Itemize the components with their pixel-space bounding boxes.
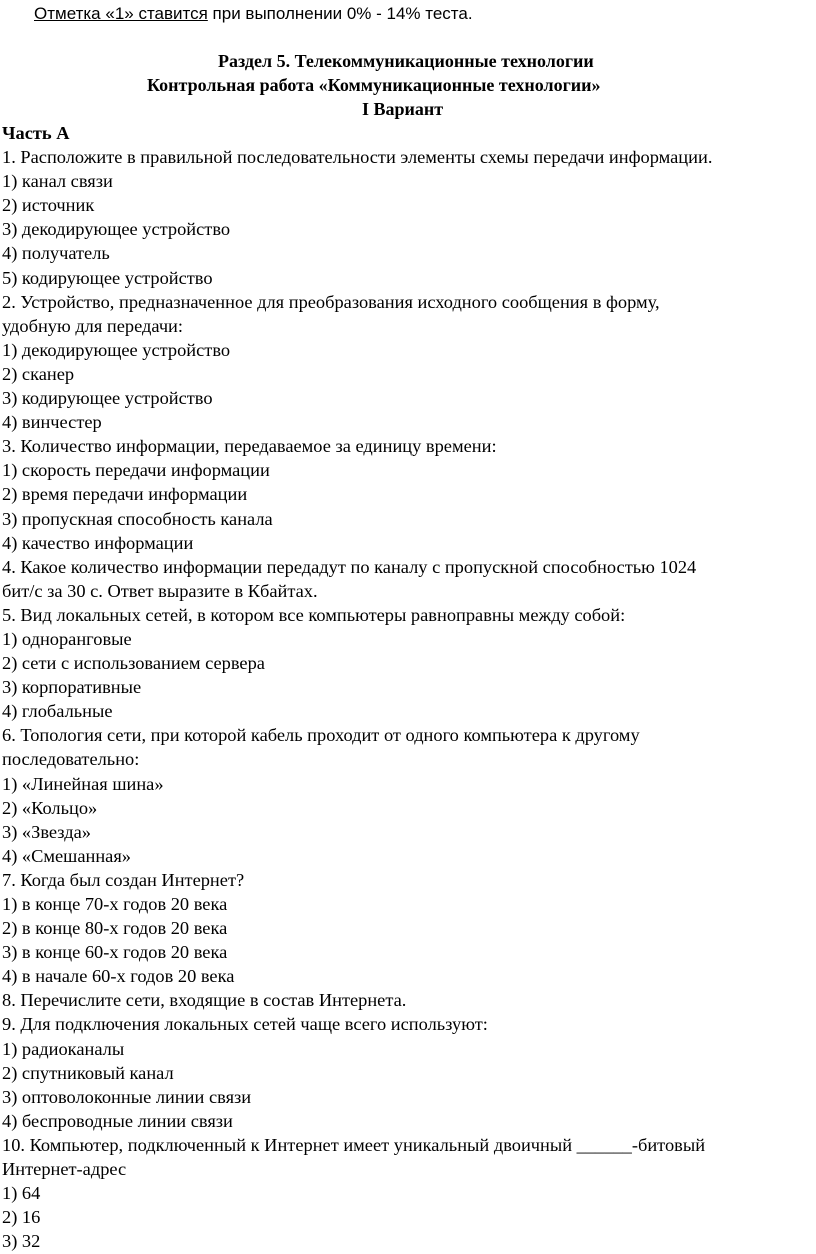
- grading-note-underlined: Отметка «1» ставится: [34, 4, 208, 23]
- text-line: 1) одноранговые: [2, 628, 132, 649]
- question-text: 1. Расположите в правильной последовательности элементы схемы передачи информации.: [2, 147, 713, 168]
- text-line: 2) спутниковый канал: [2, 1062, 174, 1083]
- part-label: Часть А: [2, 123, 70, 143]
- text-line: 2) сканер: [2, 363, 75, 384]
- question-text: 8. Перечислите сети, входящие в состав Интернета.: [2, 990, 407, 1011]
- test-body: [2, 121, 814, 1253]
- text-line: 3) оптоволоконные линии связи: [2, 1086, 252, 1107]
- question-text: 10. Компьютер, подключенный к Интернет имеет уникальный двоичный ______-битовый: [2, 1134, 706, 1155]
- text-line: 2) сети с использованием сервера: [2, 653, 265, 674]
- grading-note: [34, 3, 473, 25]
- text-line: 1) в конце 70-х годов 20 века: [2, 894, 228, 914]
- text-line: удобную для передачи:: [2, 315, 184, 336]
- text-line: 1) радиоканалы: [2, 1038, 125, 1059]
- text-line: 3) декодирующее устройство: [2, 219, 231, 240]
- text-line: 1) декодирующее устройство: [2, 339, 231, 360]
- text-line: 3) «Звезда»: [2, 821, 91, 842]
- work-title: Контрольная работа «Коммуникационные технологии»: [147, 75, 601, 95]
- text-line: бит/с за 30 с. Ответ выразите в Кбайтах.: [2, 580, 318, 601]
- text-line: 2) 16: [2, 1207, 41, 1228]
- section-title: Раздел 5. Телекоммуникационные технологии: [218, 51, 594, 71]
- text-line: 4) беспроводные линии связи: [2, 1110, 233, 1131]
- text-line: 1) канал связи: [2, 171, 113, 192]
- text-line: 3) корпоративные: [2, 677, 142, 698]
- text-line: 3) в конце 60-х годов 20 века: [2, 942, 228, 963]
- question-text: 9. Для подключения локальных сетей чаще всего используют:: [2, 1014, 488, 1035]
- grading-note-rest: при выполнении 0% - 14% теста.: [207, 4, 473, 23]
- text-line: 2) в конце 80-х годов 20 века: [2, 918, 228, 939]
- text-line: Интернет-адрес: [2, 1159, 127, 1180]
- text-line: 1) скорость передачи информации: [2, 460, 270, 481]
- variant-title: I Вариант: [362, 99, 444, 119]
- text-line: 4) получатель: [2, 243, 110, 264]
- question-text: 3. Количество информации, передаваемое за единицу времени:: [2, 436, 497, 457]
- text-line: 3) пропускная способность канала: [2, 508, 273, 529]
- text-line: 4) в начале 60-х годов 20 века: [2, 966, 235, 987]
- text-line: 3) кодирующее устройство: [2, 388, 213, 409]
- text-line: 3) 32: [2, 1231, 41, 1252]
- question-text: 5. Вид локальных сетей, в котором все компьютеры равноправны между собой:: [2, 604, 626, 625]
- text-line: последовательно:: [2, 749, 140, 770]
- text-line: 4) винчестер: [2, 412, 102, 433]
- text-line: 4) «Смешанная»: [2, 845, 132, 866]
- question-text: 4. Какое количество информации передадут по каналу с пропускной способностью 1024: [2, 556, 697, 577]
- text-line: 1) «Линейная шина»: [2, 773, 164, 794]
- text-line: 4) глобальные: [2, 701, 113, 722]
- text-line: 2) источник: [2, 195, 95, 216]
- text-line: 2) «Кольцо»: [2, 797, 98, 818]
- text-line: 1) 64: [2, 1183, 41, 1204]
- question-text: 2. Устройство, предназначенное для преобразования исходного сообщения в форму,: [2, 291, 660, 312]
- text-line: 5) кодирующее устройство: [2, 267, 213, 288]
- question-lines: [2, 145, 814, 1253]
- text-line: 4) качество информации: [2, 532, 194, 553]
- text-line: 2) время передачи информации: [2, 484, 248, 505]
- question-text: 6. Топология сети, при которой кабель проходит от одного компьютера к другому: [2, 725, 640, 746]
- question-text: 7. Когда был создан Интернет?: [2, 869, 245, 890]
